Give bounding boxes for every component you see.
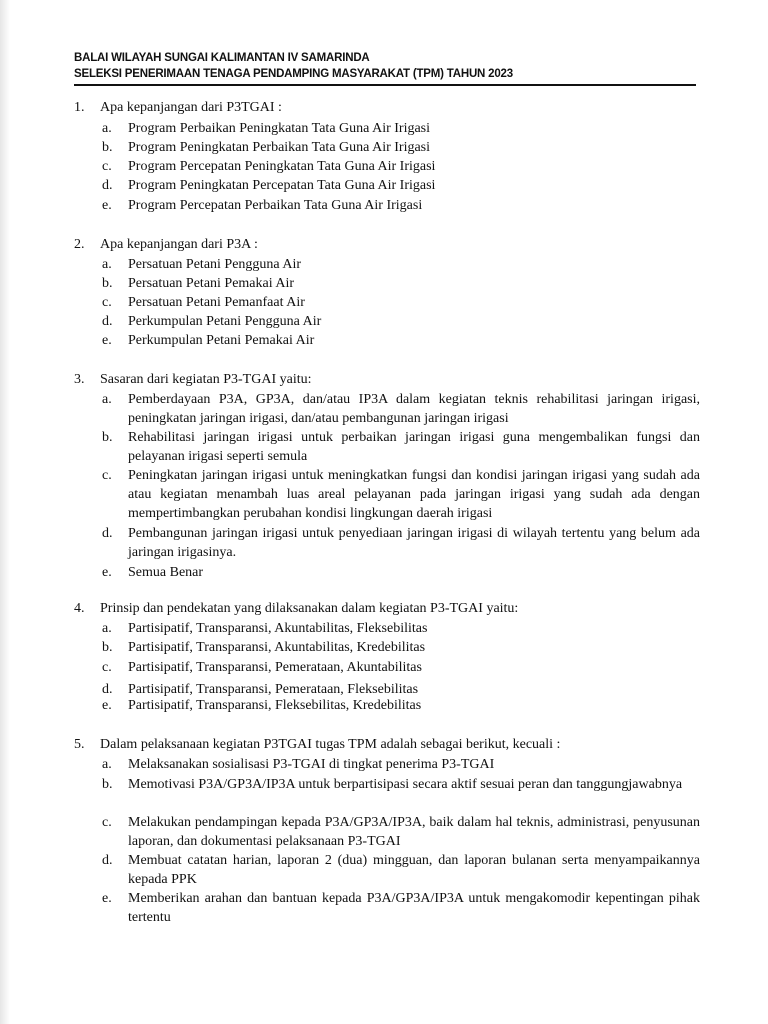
option-c <box>102 813 700 851</box>
option-letter: c. <box>102 295 112 310</box>
option-c <box>102 658 700 677</box>
option-b <box>102 138 700 157</box>
option-letter: c. <box>102 468 112 483</box>
question-number: 5. <box>74 737 85 752</box>
option-letter: e. <box>102 565 112 580</box>
option-text: Program Percepatan Perbaikan Tata Guna Air Irigasi <box>128 198 423 213</box>
option-e <box>102 696 700 715</box>
option-text: Semua Benar <box>128 565 204 580</box>
option-a <box>102 119 700 138</box>
option-text: Perkumpulan Petani Pengguna Air <box>128 314 322 329</box>
option-letter: c. <box>102 159 112 174</box>
question-number: 2. <box>74 237 85 252</box>
option-text: Program Perbaikan Peningkatan Tata Guna Air Irigasi <box>128 121 431 136</box>
option-letter: a. <box>102 757 112 772</box>
question-text: Dalam pelaksanaan kegiatan P3TGAI tugas TPM adalah sebagai berikut, kecuali : <box>100 737 561 752</box>
option-letter: d. <box>102 853 113 868</box>
option-c <box>102 293 700 312</box>
option-e <box>102 563 700 582</box>
option-letter: a. <box>102 392 112 407</box>
option-text: Program Peningkatan Percepatan Tata Guna Air Irigasi <box>128 178 436 193</box>
option-text: Memberikan arahan dan bantuan kepada P3A/GP3A/IP3A untuk mengakomodir kepentingan pihak tertentu <box>128 891 700 925</box>
option-b <box>102 638 700 657</box>
option-text: Perkumpulan Petani Pemakai Air <box>128 333 315 348</box>
question-text: Prinsip dan pendekatan yang dilaksanakan dalam kegiatan P3-TGAI yaitu: <box>100 601 519 616</box>
option-c <box>102 466 700 523</box>
question-text: Sasaran dari kegiatan P3-TGAI yaitu: <box>100 372 312 387</box>
option-e <box>102 331 700 350</box>
option-text: Partisipatif, Transparansi, Akuntabilitas, Fleksebilitas <box>128 621 428 636</box>
option-text: Pembangunan jaringan irigasi untuk penyediaan jaringan irigasi di wilayah tertentu yang belum ada jaringan irigasinya. <box>128 526 700 560</box>
option-letter: d. <box>102 178 113 193</box>
option-letter: b. <box>102 777 113 792</box>
option-text: Peningkatan jaringan irigasi untuk meningkatkan fungsi dan kondisi jaringan irigasi yang sudah ada atau kegiatan menambah luas areal pelayanan pada jaringan irigasi yang sudah ada dengan mempertimbangkan perubahan kondisi lingkungan daerah irigasi <box>128 468 700 521</box>
option-a <box>102 755 700 774</box>
option-letter: e. <box>102 891 112 906</box>
option-letter: b. <box>102 430 113 445</box>
option-text: Persatuan Petani Pemanfaat Air <box>128 295 305 310</box>
option-text: Partisipatif, Transparansi, Fleksebilitas, Kredebilitas <box>128 698 422 713</box>
question-4 <box>74 599 700 713</box>
option-c <box>102 157 700 176</box>
option-text: Program Peningkatan Perbaikan Tata Guna Air Irigasi <box>128 140 431 155</box>
option-d <box>102 524 700 562</box>
option-letter: a. <box>102 257 112 272</box>
question-number: 3. <box>74 372 85 387</box>
option-text: Program Percepatan Peningkatan Tata Guna Air Irigasi <box>128 159 436 174</box>
option-text: Partisipatif, Transparansi, Pemerataan, Fleksebilitas <box>128 682 419 697</box>
option-letter: d. <box>102 314 113 329</box>
option-a <box>102 619 700 638</box>
option-letter: a. <box>102 121 112 136</box>
header-exam-title: SELEKSI PENERIMAAN TENAGA PENDAMPING MASYARAKAT (TPM) TAHUN 2023 <box>74 68 513 80</box>
option-a <box>102 390 700 428</box>
option-text: Pemberdayaan P3A, GP3A, dan/atau IP3A dalam kegiatan teknis rehabilitasi jaringan irigasi, peningkatan jaringan irigasi, dan/atau pembangunan jaringan irigasi <box>128 392 700 426</box>
option-letter: b. <box>102 140 113 155</box>
option-text: Persatuan Petani Pemakai Air <box>128 276 295 291</box>
option-letter: b. <box>102 640 113 655</box>
option-d <box>102 851 700 889</box>
question-number: 4. <box>74 601 85 616</box>
question-3 <box>74 370 700 580</box>
question-2 <box>74 235 700 348</box>
option-d <box>102 312 700 331</box>
option-letter: b. <box>102 276 113 291</box>
page-shadow <box>0 0 10 1024</box>
option-text: Memotivasi P3A/GP3A/IP3A untuk berpartisipasi secara aktif sesuai peran dan tanggungjawabnya <box>128 777 683 792</box>
question-text: Apa kepanjangan dari P3TGAI : <box>100 100 282 115</box>
option-text: Persatuan Petani Pengguna Air <box>128 257 302 272</box>
option-b <box>102 274 700 293</box>
header-divider <box>74 84 696 86</box>
option-b <box>102 428 700 466</box>
option-text: Rehabilitasi jaringan irigasi untuk perbaikan jaringan irigasi guna mengembalikan fungsi dan pelayanan irigasi seperti semula <box>128 430 700 464</box>
option-d <box>102 176 700 195</box>
option-b <box>102 775 700 794</box>
option-text: Partisipatif, Transparansi, Pemerataan, Akuntabilitas <box>128 660 422 675</box>
option-text: Melaksanakan sosialisasi P3-TGAI di tingkat penerima P3-TGAI <box>128 757 495 772</box>
option-e <box>102 196 700 215</box>
question-1 <box>74 98 700 213</box>
option-letter: e. <box>102 698 112 713</box>
option-letter: d. <box>102 682 113 697</box>
option-letter: d. <box>102 526 113 541</box>
document-header <box>74 50 696 82</box>
option-text: Membuat catatan harian, laporan 2 (dua) mingguan, dan laporan bulanan serta menyampaikannya kepada PPK <box>128 853 700 887</box>
option-text: Partisipatif, Transparansi, Akuntabilitas, Kredebilitas <box>128 640 426 655</box>
question-text: Apa kepanjangan dari P3A : <box>100 237 258 252</box>
option-letter: c. <box>102 815 112 830</box>
option-text: Melakukan pendampingan kepada P3A/GP3A/IP3A, baik dalam hal teknis, administrasi, penyusunan laporan, dan dokumentasi pelaksanaan P3-TGAI <box>128 815 700 849</box>
option-letter: c. <box>102 660 112 675</box>
question-5 <box>74 735 700 925</box>
option-e <box>102 889 700 927</box>
header-institution: BALAI WILAYAH SUNGAI KALIMANTAN IV SAMARINDA <box>74 52 370 64</box>
option-letter: e. <box>102 333 112 348</box>
option-letter: a. <box>102 621 112 636</box>
option-letter: e. <box>102 198 112 213</box>
option-a <box>102 255 700 274</box>
question-number: 1. <box>74 100 85 115</box>
